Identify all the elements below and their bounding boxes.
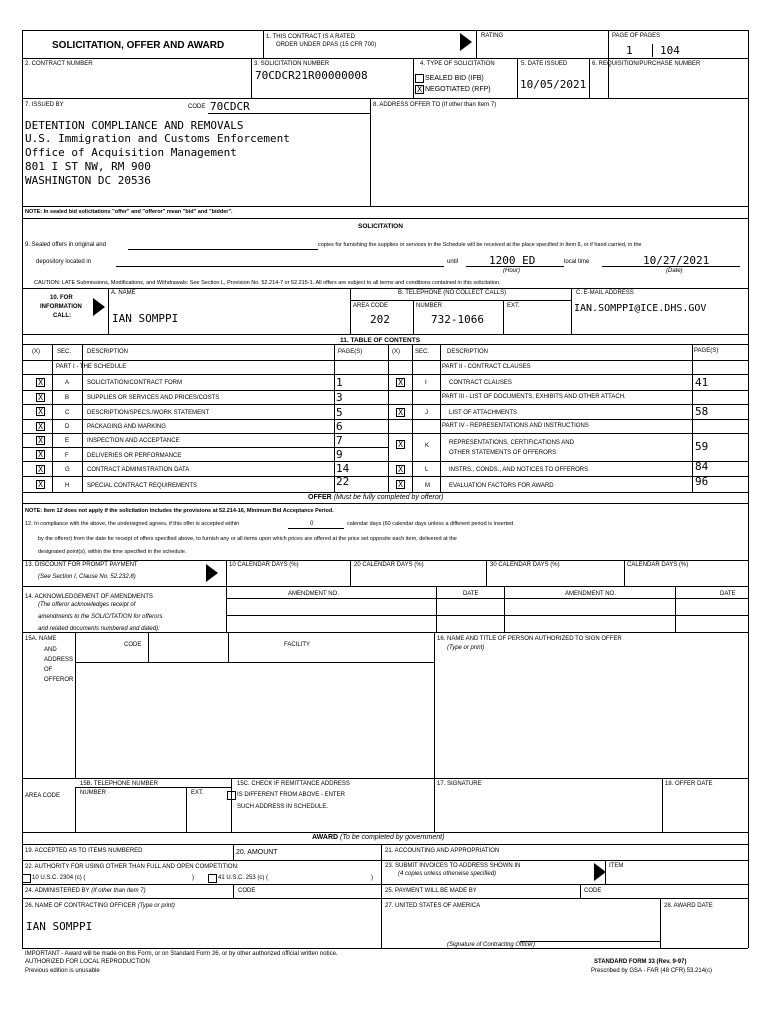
toc-page: 3 (336, 391, 343, 404)
toc-page: 7 (336, 434, 343, 447)
toc-check: X (396, 378, 405, 387)
toc-desc: SUPPLIES OR SERVICES AND PRICES/COSTS (87, 395, 220, 401)
arrow-right-icon (206, 564, 218, 582)
toc-sec: E (65, 438, 70, 444)
contact-number: 732-1066 (431, 313, 484, 326)
arrow-right-icon (93, 298, 105, 316)
toc-sec: J (425, 410, 428, 416)
rated-order-label: 1. THIS CONTRACT IS A RATED (266, 34, 356, 40)
offeror-and: AND (44, 647, 57, 653)
toc-col-desc: DESCRIPTION (87, 349, 129, 355)
ack-note-1: (The offeror acknowledges receipt of (38, 602, 136, 608)
telephone-label: B. TELEPHONE (NO COLLECT CALLS) (398, 290, 507, 296)
ack-note-2: amendments to the SOLICITATION for offerors (38, 614, 163, 620)
invoices-note: (4 copies unless otherwise specified) (398, 871, 497, 877)
toc-desc: SPECIAL CONTRACT REQUIREMENTS (87, 483, 198, 489)
contact-email: IAN.SOMPPI@ICE.DHS.GOV (574, 303, 707, 314)
toc-col-x: (X) (32, 349, 40, 355)
toc-col-pages-right: PAGE(S) (694, 348, 719, 354)
toc-page: 5 (336, 406, 343, 419)
offeror-address: ADDRESS (44, 657, 74, 663)
toc-check: X (36, 378, 45, 387)
toc-check: X (36, 436, 45, 445)
page-of-pages-label: PAGE OF PAGES (612, 33, 661, 39)
toc-sec: C (65, 410, 70, 416)
toc-page: 96 (695, 475, 709, 488)
sealed-bid-label: SEALED BID (IFB) (425, 75, 484, 82)
until-label: until (447, 259, 459, 265)
solicitation-number-label: 3. SOLICITATION NUMBER (254, 61, 330, 67)
toc-check: X (396, 480, 405, 489)
toc-desc: CONTRACT CLAUSES (449, 380, 512, 386)
remittance-checkbox[interactable] (227, 791, 236, 800)
toc-col-sec-right: SEC. (415, 349, 430, 355)
toc-page: 6 (336, 420, 343, 433)
invoices-label: 23. SUBMIT INVOICES TO ADDRESS SHOWN IN (385, 863, 521, 869)
award-heading (312, 834, 444, 842)
contracting-officer-name: IAN SOMPPI (26, 920, 93, 933)
total-pages: 104 (660, 44, 680, 57)
item9-text-a: 9. Sealed offers in original and (25, 242, 106, 248)
toc-desc-2: OTHER STATEMENTS OF OFFERORS (449, 450, 557, 456)
administered-note: (If other than Item 7) (91, 888, 146, 894)
facility-label: FACILITY (284, 642, 311, 648)
page-number: 1 (626, 44, 633, 57)
rating-label: RATING (481, 33, 504, 39)
toc-sec: I (425, 380, 427, 386)
toc-sec: H (65, 483, 70, 489)
award-title: AWARD (312, 834, 339, 841)
requisition-label: 6. REQUISITION/PURCHASE NUMBER (592, 61, 701, 67)
toc-check: X (396, 465, 405, 474)
signer-type-print: (Type or print) (447, 645, 485, 651)
toc-check: X (36, 422, 45, 431)
item12-text-a: 12. In compliance with the above, the undersigned agrees, if this offer is accepted within (25, 521, 240, 527)
solicitation-type-label: 4. TYPE OF SOLICITATION (420, 61, 495, 67)
email-label: C. E-MAIL ADDRESS (576, 290, 634, 296)
toc-sec: L (425, 467, 429, 473)
amendment-date-header: DATE (463, 591, 479, 597)
signer-label: 16. NAME AND TITLE OF PERSON AUTHORIZED TO SIGN OFFER (437, 636, 622, 642)
usc-253-label: 41 U.S.C. 253 (c) ( (218, 875, 269, 881)
toc-desc: INSPECTION AND ACCEPTANCE (87, 438, 180, 444)
rated-order-label-2: ORDER UNDER DPAS (15 CFR 700) (276, 42, 377, 48)
toc-desc: INSTRS., CONDS., AND NOTICES TO OFFERORS (449, 467, 589, 473)
offeror-of: OF (44, 667, 53, 673)
payment-label: 25. PAYMENT WILL BE MADE BY (385, 888, 477, 894)
item12-text-c: by the offeror) from the date for receipt of offers specified above, to furnish any or all items upon which prices are offered at the price set opposite each item, delivered at the (38, 536, 457, 542)
contracting-officer-label (25, 903, 175, 910)
amendment-date-header-2: DATE (720, 591, 736, 597)
invoice-item-label: ITEM (609, 863, 624, 869)
administered-text: 24. ADMINISTERED BY (25, 888, 90, 894)
prescribed-by: Prescribed by GSA - FAR (48 CFR) 53.214(c) (591, 968, 713, 974)
date-issued: 10/05/2021 (520, 78, 587, 91)
usc-2304-close: ) (192, 875, 194, 881)
toc-page: 9 (336, 448, 343, 461)
toc-col-desc-right: DESCRIPTION (447, 349, 489, 355)
phone-15b-label: 15B. TELEPHONE NUMBER (80, 781, 158, 787)
phone-area-code-label: AREA CODE (25, 793, 61, 799)
item12-text-d: designated point(s), within the time specified in the schedule. (38, 549, 187, 555)
toc-desc: SOLICITATION/CONTRACT FORM (87, 380, 183, 386)
offer-note: (Must be fully completed by offeror) (333, 494, 444, 501)
administered-label (25, 888, 146, 895)
toc-desc: REPRESENTATIONS, CERTIFICATIONS AND (449, 440, 574, 446)
receipt-date: 10/27/2021 (643, 254, 710, 267)
toc-desc: CONTRACT ADMINISTRATION DATA (87, 467, 190, 473)
item9-text-b: copies for furnishing the supplies or services in the Schedule will be received at the place specified in Item 8, or if hand carried, in the (318, 242, 642, 248)
toc-check: X (396, 440, 405, 449)
offer-title: OFFER (308, 494, 332, 501)
form-title: SOLICITATION, OFFER AND AWARD (52, 40, 225, 51)
remit-label-1: 15C. CHECK IF REMITTANCE ADDRESS (237, 781, 350, 787)
remit-label-3: SUCH ADDRESS IN SCHEDULE. (237, 804, 329, 810)
info-label-2: INFORMATION (40, 304, 82, 310)
local-time-label: local time (564, 259, 590, 265)
toc-sec: F (65, 453, 69, 459)
issuer-line-2: U.S. Immigration and Customs Enforcement (25, 132, 290, 145)
usa-label: 27. UNITED STATES OF AMERICA (385, 903, 481, 909)
negotiated-label: NEGOTIATED (RFP) (425, 86, 491, 93)
phone-ext-label: EXT. (191, 790, 204, 796)
toc-check: X (36, 465, 45, 474)
offeror-name-label: 15A. NAME (25, 636, 57, 642)
toc-desc: DELIVERIES OR PERFORMANCE (87, 453, 182, 459)
toc-page: 58 (695, 405, 709, 418)
standard-form-number: STANDARD FORM 33 (Rev. 9-97) (594, 959, 687, 965)
offeror-code-label: CODE (124, 642, 142, 648)
toc-part-2: PART II - CONTRACT CLAUSES (442, 364, 531, 370)
toc-desc: EVALUATION FACTORS FOR AWARD (449, 483, 554, 489)
acceptance-days: 0 (310, 521, 314, 527)
amendment-no-header: AMENDMENT NO. (288, 591, 339, 597)
receipt-hour: 1200 ED (489, 254, 536, 267)
toc-sec: A (65, 380, 70, 386)
item12-note: NOTE: Item 12 does not apply if the solicitation includes the provisions at 52.214-16, Minimum Bid Acceptance Period. (25, 508, 334, 514)
contract-number-label: 2. CONTRACT NUMBER (25, 61, 93, 67)
toc-col-sec: SEC. (57, 349, 72, 355)
usc-2304-checkbox[interactable] (22, 874, 31, 883)
accepted-items-label: 19. ACCEPTED AS TO ITEMS NUMBERED (25, 848, 143, 854)
amount-label: 20. AMOUNT (236, 849, 278, 856)
arrow-right-icon (460, 33, 472, 51)
toc-check: X (36, 407, 45, 416)
discount-note: (See Section I, Clause No. 52.232.8) (38, 574, 136, 580)
discount-20-days: 20 CALENDAR DAYS (%) (354, 562, 424, 568)
accounting-label: 21. ACCOUNTING AND APPROPRIATION (385, 848, 500, 854)
number-label: NUMBER (416, 303, 443, 309)
toc-page: 41 (695, 376, 709, 389)
negotiated-checkbox[interactable]: X (415, 85, 424, 94)
administered-code-label: CODE (238, 888, 256, 894)
payment-code-label: CODE (584, 888, 602, 894)
award-note: (To be completed by government) (340, 834, 445, 841)
item12-text-b: calendar days (60 calendar days unless a different period is inserted (347, 521, 514, 527)
contact-area-code: 202 (370, 313, 390, 326)
toc-sec: G (65, 467, 70, 473)
toc-check: X (36, 450, 45, 459)
discount-label: 13. DISCOUNT FOR PROMPT PAYMENT (25, 562, 138, 568)
usc-253-checkbox[interactable] (208, 874, 217, 883)
co-label-note: (Type or print) (137, 903, 175, 909)
hour-caption: (Hour) (503, 268, 521, 274)
usc-253-close: ) (371, 875, 373, 881)
issuer-line-3: Office of Acquisition Management (25, 146, 237, 159)
offeror-offeror: OFFEROR (44, 677, 74, 683)
usc-2304-label: 10 U.S.C. 2304 (c) ( (32, 875, 86, 881)
toc-sec: D (65, 424, 70, 430)
solicitation-number: 70CDCR21R00000008 (255, 69, 368, 82)
ack-note-3: and related documents numbered and dated): (38, 626, 160, 632)
signature-label: 17. SIGNATURE (437, 781, 482, 787)
toc-sec: K (425, 443, 430, 449)
authority-label: 22. AUTHORITY FOR USING OTHER THAN FULL AND OPEN COMPETITION: (25, 864, 239, 870)
discount-30-days: 30 CALENDAR DAYS (%) (490, 562, 560, 568)
area-code-label: AREA CODE (353, 303, 389, 309)
discount-other-days: CALENDAR DAYS (%) (627, 562, 689, 568)
toc-check: X (36, 393, 45, 402)
important-note: IMPORTANT - Award will be made on this Form, or on Standard Form 26, or by other authorized official written notice. (25, 951, 338, 957)
remit-label-2: IS DIFFERENT FROM ABOVE - ENTER (237, 792, 345, 798)
co-label-text: 26. NAME OF CONTRACTING OFFICER (25, 903, 137, 909)
toc-sec: B (65, 395, 70, 401)
sealed-bid-checkbox[interactable] (415, 74, 424, 83)
offer-date-label: 18. OFFER DATE (665, 781, 713, 787)
toc-page: 22 (336, 475, 350, 488)
address-offer-label: 8. ADDRESS OFFER TO (If other than Item 7) (373, 102, 497, 108)
toc-page: 84 (695, 460, 709, 473)
toc-col-pages: PAGE(S) (338, 349, 363, 355)
issuer-line-4: 801 I ST NW, RM 900 (25, 160, 151, 173)
toc-sec: M (425, 483, 430, 489)
toc-desc: DESCRIPTION/SPECS./WORK STATEMENT (87, 410, 210, 416)
toc-heading: 11. TABLE OF CONTENTS (340, 337, 421, 344)
sealed-bid-note: NOTE: In sealed bid solicitations "offer" and "offeror" mean "bid" and "bidder". (25, 209, 233, 215)
toc-check: X (396, 408, 405, 417)
info-label-1: 10. FOR (50, 295, 73, 301)
toc-desc: PACKAGING AND MARKING (87, 424, 166, 430)
contact-name-label: A. NAME (111, 290, 136, 296)
issued-by-code-label: CODE (188, 104, 206, 110)
toc-col-x-right: (X) (392, 349, 400, 355)
date-issued-label: 5. DATE ISSUED (521, 61, 568, 67)
discount-10-days: 10 CALENDAR DAYS (%) (229, 562, 299, 568)
toc-page: 1 (336, 376, 343, 389)
ext-label: EXT. (507, 303, 520, 309)
previous-edition: Previous edition is unusable (25, 968, 100, 974)
solicitation-heading: SOLICITATION (358, 223, 403, 230)
date-caption: (Date) (666, 268, 683, 274)
info-label-3: CALL: (53, 313, 71, 319)
toc-part-3: PART III - LIST OF DOCUMENTS, EXHIBITS AND OTHER ATTACH. (442, 394, 626, 400)
phone-number-label: NUMBER (80, 790, 107, 796)
toc-part-1: PART I - THE SCHEDULE (56, 364, 127, 370)
award-date-label: 28. AWARD DATE (664, 903, 713, 909)
caution-text: CAUTION: LATE Submissions, Modifications, and Withdrawals: See Section L, Provision No. 52.214-7 or 52.215-1. All offers are subject to all terms and conditions contained in this solicitation. (34, 280, 501, 286)
offer-heading (308, 494, 443, 502)
ack-label: 14. ACKNOWLEDGEMENT OF AMENDMENTS (25, 594, 153, 600)
contact-name: IAN SOMPPI (112, 312, 179, 325)
arrow-right-icon (594, 863, 606, 881)
depository-label: depository located in (36, 259, 92, 265)
co-signature-caption: (Signature of Contracting Officer) (447, 942, 536, 948)
toc-page: 14 (336, 462, 350, 475)
toc-part-4: PART IV - REPRESENTATIONS AND INSTRUCTIONS (442, 423, 589, 429)
issuer-line-5: WASHINGTON DC 20536 (25, 174, 151, 187)
toc-page: 59 (695, 440, 709, 453)
issued-by-code: 70CDCR (210, 100, 250, 113)
toc-desc: LIST OF ATTACHMENTS (449, 410, 518, 416)
issued-by-label: 7. ISSUED BY (25, 102, 64, 108)
amendment-no-header-2: AMENDMENT NO. (565, 591, 616, 597)
issuer-line-1: DETENTION COMPLIANCE AND REMOVALS (25, 119, 244, 132)
authorized-reproduction: AUTHORIZED FOR LOCAL REPRODUCTION (25, 959, 150, 965)
toc-check: X (36, 480, 45, 489)
